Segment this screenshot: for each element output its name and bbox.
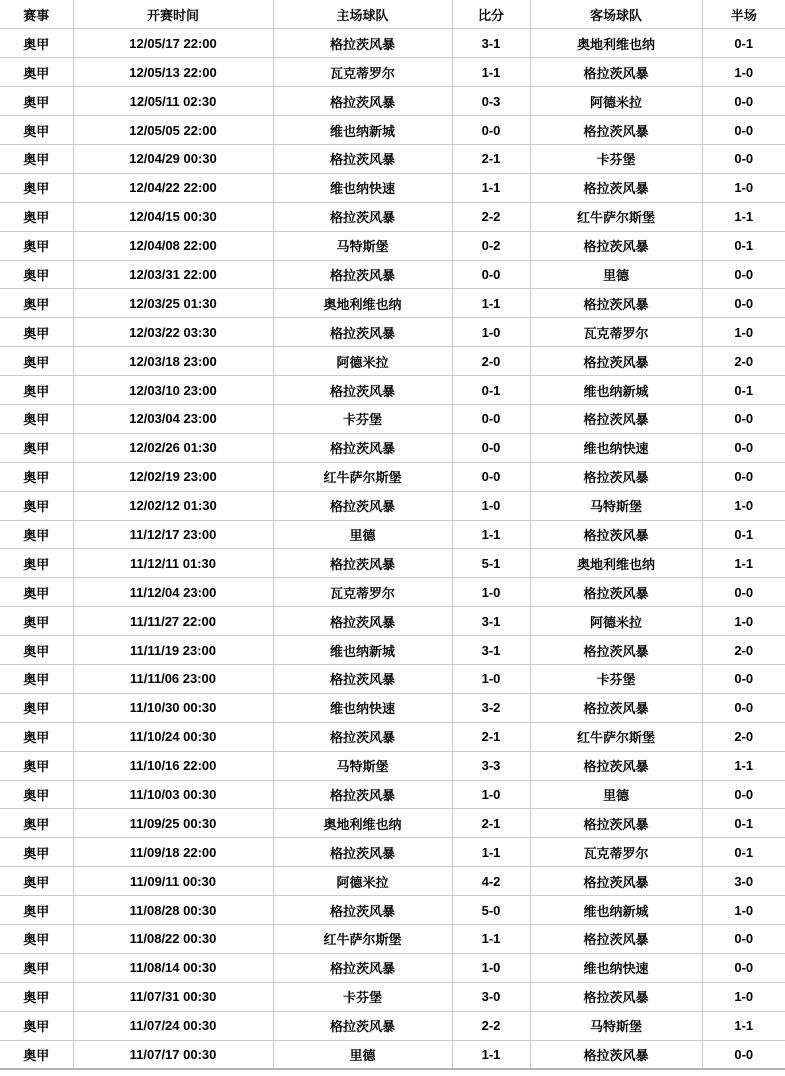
cell-away-team: 里德 bbox=[530, 780, 702, 809]
cell-away-team: 瓦克蒂罗尔 bbox=[530, 838, 702, 867]
cell-away-team: 维也纳新城 bbox=[530, 896, 702, 925]
cell-halftime: 2-0 bbox=[702, 722, 785, 751]
cell-kickoff-time: 12/05/17 22:00 bbox=[73, 29, 273, 58]
cell-halftime: 0-0 bbox=[702, 953, 785, 982]
cell-league: 奥甲 bbox=[0, 173, 73, 202]
cell-home-team: 里德 bbox=[273, 520, 452, 549]
match-row bbox=[0, 693, 785, 722]
cell-halftime: 0-0 bbox=[702, 87, 785, 116]
cell-kickoff-time: 11/11/19 23:00 bbox=[73, 636, 273, 665]
cell-kickoff-time: 11/09/11 00:30 bbox=[73, 867, 273, 896]
cell-away-team: 格拉茨风暴 bbox=[530, 925, 702, 954]
cell-halftime: 0-1 bbox=[702, 29, 785, 58]
cell-league: 奥甲 bbox=[0, 231, 73, 260]
cell-away-team: 红牛萨尔斯堡 bbox=[530, 722, 702, 751]
cell-home-team: 格拉茨风暴 bbox=[273, 607, 452, 636]
cell-away-team: 格拉茨风暴 bbox=[530, 462, 702, 491]
match-row bbox=[0, 347, 785, 376]
cell-league: 奥甲 bbox=[0, 722, 73, 751]
cell-halftime: 1-1 bbox=[702, 751, 785, 780]
cell-home-team: 马特斯堡 bbox=[273, 751, 452, 780]
cell-kickoff-time: 12/03/04 23:00 bbox=[73, 404, 273, 433]
cell-score: 0-1 bbox=[452, 376, 530, 405]
cell-score: 3-3 bbox=[452, 751, 530, 780]
cell-halftime: 1-1 bbox=[702, 1011, 785, 1040]
cell-score: 1-1 bbox=[452, 58, 530, 87]
cell-away-team: 格拉茨风暴 bbox=[530, 173, 702, 202]
cell-home-team: 格拉茨风暴 bbox=[273, 29, 452, 58]
cell-halftime: 0-1 bbox=[702, 838, 785, 867]
cell-away-team: 格拉茨风暴 bbox=[530, 751, 702, 780]
cell-league: 奥甲 bbox=[0, 347, 73, 376]
cell-home-team: 维也纳新城 bbox=[273, 116, 452, 145]
match-row bbox=[0, 289, 785, 318]
cell-away-team: 格拉茨风暴 bbox=[530, 809, 702, 838]
cell-league: 奥甲 bbox=[0, 433, 73, 462]
cell-kickoff-time: 11/09/25 00:30 bbox=[73, 809, 273, 838]
cell-away-team: 格拉茨风暴 bbox=[530, 404, 702, 433]
cell-kickoff-time: 11/07/24 00:30 bbox=[73, 1011, 273, 1040]
cell-away-team: 红牛萨尔斯堡 bbox=[530, 202, 702, 231]
cell-away-team: 马特斯堡 bbox=[530, 1011, 702, 1040]
cell-league: 奥甲 bbox=[0, 87, 73, 116]
cell-score: 1-0 bbox=[452, 491, 530, 520]
cell-kickoff-time: 12/02/12 01:30 bbox=[73, 491, 273, 520]
cell-kickoff-time: 11/12/04 23:00 bbox=[73, 578, 273, 607]
cell-kickoff-time: 11/11/27 22:00 bbox=[73, 607, 273, 636]
cell-home-team: 阿德米拉 bbox=[273, 347, 452, 376]
cell-away-team: 格拉茨风暴 bbox=[530, 982, 702, 1011]
cell-league: 奥甲 bbox=[0, 491, 73, 520]
cell-away-team: 卡芬堡 bbox=[530, 144, 702, 173]
cell-halftime: 0-0 bbox=[702, 925, 785, 954]
cell-league: 奥甲 bbox=[0, 838, 73, 867]
cell-kickoff-time: 12/05/11 02:30 bbox=[73, 87, 273, 116]
cell-home-team: 格拉茨风暴 bbox=[273, 433, 452, 462]
cell-home-team: 瓦克蒂罗尔 bbox=[273, 58, 452, 87]
cell-score: 1-0 bbox=[452, 953, 530, 982]
col-header-kickoff-time: 开赛时间 bbox=[73, 0, 273, 29]
cell-away-team: 格拉茨风暴 bbox=[530, 347, 702, 376]
cell-league: 奥甲 bbox=[0, 404, 73, 433]
cell-halftime: 0-0 bbox=[702, 404, 785, 433]
cell-score: 1-1 bbox=[452, 1040, 530, 1069]
cell-score: 1-0 bbox=[452, 578, 530, 607]
match-row bbox=[0, 578, 785, 607]
cell-kickoff-time: 11/08/14 00:30 bbox=[73, 953, 273, 982]
match-row bbox=[0, 87, 785, 116]
cell-league: 奥甲 bbox=[0, 289, 73, 318]
cell-home-team: 格拉茨风暴 bbox=[273, 260, 452, 289]
cell-away-team: 维也纳快速 bbox=[530, 433, 702, 462]
cell-away-team: 格拉茨风暴 bbox=[530, 867, 702, 896]
cell-score: 1-0 bbox=[452, 664, 530, 693]
cell-score: 3-0 bbox=[452, 982, 530, 1011]
cell-halftime: 3-0 bbox=[702, 867, 785, 896]
cell-away-team: 维也纳新城 bbox=[530, 376, 702, 405]
match-row bbox=[0, 838, 785, 867]
cell-kickoff-time: 12/05/13 22:00 bbox=[73, 58, 273, 87]
cell-halftime: 1-0 bbox=[702, 173, 785, 202]
cell-league: 奥甲 bbox=[0, 578, 73, 607]
cell-home-team: 格拉茨风暴 bbox=[273, 491, 452, 520]
cell-home-team: 格拉茨风暴 bbox=[273, 838, 452, 867]
cell-away-team: 格拉茨风暴 bbox=[530, 289, 702, 318]
cell-halftime: 1-0 bbox=[702, 896, 785, 925]
cell-halftime: 0-0 bbox=[702, 1040, 785, 1069]
cell-kickoff-time: 12/02/19 23:00 bbox=[73, 462, 273, 491]
match-row bbox=[0, 925, 785, 954]
cell-halftime: 0-0 bbox=[702, 116, 785, 145]
cell-league: 奥甲 bbox=[0, 1040, 73, 1069]
cell-away-team: 格拉茨风暴 bbox=[530, 636, 702, 665]
cell-league: 奥甲 bbox=[0, 953, 73, 982]
cell-halftime: 0-0 bbox=[702, 693, 785, 722]
cell-home-team: 格拉茨风暴 bbox=[273, 780, 452, 809]
cell-kickoff-time: 11/08/28 00:30 bbox=[73, 896, 273, 925]
cell-home-team: 奥地利维也纳 bbox=[273, 809, 452, 838]
cell-league: 奥甲 bbox=[0, 260, 73, 289]
cell-halftime: 1-0 bbox=[702, 982, 785, 1011]
cell-kickoff-time: 12/04/08 22:00 bbox=[73, 231, 273, 260]
cell-away-team: 格拉茨风暴 bbox=[530, 578, 702, 607]
match-row bbox=[0, 116, 785, 145]
col-header-home-team: 主场球队 bbox=[273, 0, 452, 29]
cell-home-team: 红牛萨尔斯堡 bbox=[273, 925, 452, 954]
cell-home-team: 阿德米拉 bbox=[273, 867, 452, 896]
cell-away-team: 里德 bbox=[530, 260, 702, 289]
cell-league: 奥甲 bbox=[0, 896, 73, 925]
cell-league: 奥甲 bbox=[0, 780, 73, 809]
cell-home-team: 马特斯堡 bbox=[273, 231, 452, 260]
cell-halftime: 1-0 bbox=[702, 607, 785, 636]
cell-home-team: 格拉茨风暴 bbox=[273, 722, 452, 751]
cell-away-team: 格拉茨风暴 bbox=[530, 116, 702, 145]
match-row bbox=[0, 751, 785, 780]
cell-league: 奥甲 bbox=[0, 202, 73, 231]
cell-score: 2-0 bbox=[452, 347, 530, 376]
cell-halftime: 0-1 bbox=[702, 809, 785, 838]
cell-score: 2-2 bbox=[452, 202, 530, 231]
cell-halftime: 0-0 bbox=[702, 578, 785, 607]
cell-away-team: 阿德米拉 bbox=[530, 607, 702, 636]
cell-home-team: 格拉茨风暴 bbox=[273, 376, 452, 405]
cell-home-team: 维也纳快速 bbox=[273, 173, 452, 202]
cell-home-team: 格拉茨风暴 bbox=[273, 318, 452, 347]
cell-home-team: 卡芬堡 bbox=[273, 404, 452, 433]
cell-halftime: 0-0 bbox=[702, 144, 785, 173]
cell-league: 奥甲 bbox=[0, 116, 73, 145]
match-row bbox=[0, 607, 785, 636]
cell-league: 奥甲 bbox=[0, 462, 73, 491]
cell-away-team: 格拉茨风暴 bbox=[530, 520, 702, 549]
match-row bbox=[0, 982, 785, 1011]
cell-halftime: 2-0 bbox=[702, 347, 785, 376]
cell-score: 1-1 bbox=[452, 289, 530, 318]
cell-home-team: 卡芬堡 bbox=[273, 982, 452, 1011]
cell-home-team: 红牛萨尔斯堡 bbox=[273, 462, 452, 491]
cell-kickoff-time: 11/08/22 00:30 bbox=[73, 925, 273, 954]
cell-kickoff-time: 12/03/22 03:30 bbox=[73, 318, 273, 347]
cell-score: 3-1 bbox=[452, 636, 530, 665]
match-row bbox=[0, 462, 785, 491]
cell-halftime: 0-1 bbox=[702, 376, 785, 405]
cell-away-team: 维也纳快速 bbox=[530, 953, 702, 982]
cell-score: 1-1 bbox=[452, 925, 530, 954]
match-row bbox=[0, 867, 785, 896]
match-row bbox=[0, 722, 785, 751]
cell-home-team: 格拉茨风暴 bbox=[273, 896, 452, 925]
cell-halftime: 2-0 bbox=[702, 636, 785, 665]
cell-score: 3-1 bbox=[452, 607, 530, 636]
col-header-away-team: 客场球队 bbox=[530, 0, 702, 29]
cell-league: 奥甲 bbox=[0, 318, 73, 347]
cell-score: 0-0 bbox=[452, 462, 530, 491]
cell-league: 奥甲 bbox=[0, 664, 73, 693]
cell-away-team: 奥地利维也纳 bbox=[530, 549, 702, 578]
cell-away-team: 格拉茨风暴 bbox=[530, 231, 702, 260]
cell-kickoff-time: 11/07/17 00:30 bbox=[73, 1040, 273, 1069]
match-row bbox=[0, 29, 785, 58]
cell-kickoff-time: 12/05/05 22:00 bbox=[73, 116, 273, 145]
cell-home-team: 维也纳快速 bbox=[273, 693, 452, 722]
cell-score: 1-1 bbox=[452, 173, 530, 202]
match-row bbox=[0, 58, 785, 87]
cell-league: 奥甲 bbox=[0, 549, 73, 578]
cell-home-team: 里德 bbox=[273, 1040, 452, 1069]
match-row bbox=[0, 664, 785, 693]
match-row bbox=[0, 433, 785, 462]
cell-kickoff-time: 12/03/31 22:00 bbox=[73, 260, 273, 289]
col-header-halftime: 半场 bbox=[702, 0, 785, 29]
match-row bbox=[0, 144, 785, 173]
cell-kickoff-time: 11/10/03 00:30 bbox=[73, 780, 273, 809]
cell-score: 0-0 bbox=[452, 116, 530, 145]
cell-kickoff-time: 11/10/16 22:00 bbox=[73, 751, 273, 780]
match-row bbox=[0, 231, 785, 260]
cell-score: 0-0 bbox=[452, 260, 530, 289]
cell-halftime: 0-0 bbox=[702, 664, 785, 693]
cell-league: 奥甲 bbox=[0, 58, 73, 87]
cell-kickoff-time: 11/09/18 22:00 bbox=[73, 838, 273, 867]
cell-home-team: 格拉茨风暴 bbox=[273, 144, 452, 173]
cell-home-team: 奥地利维也纳 bbox=[273, 289, 452, 318]
table-header-row bbox=[0, 0, 785, 29]
cell-league: 奥甲 bbox=[0, 636, 73, 665]
cell-score: 2-1 bbox=[452, 809, 530, 838]
cell-league: 奥甲 bbox=[0, 29, 73, 58]
cell-score: 5-1 bbox=[452, 549, 530, 578]
cell-home-team: 格拉茨风暴 bbox=[273, 953, 452, 982]
cell-kickoff-time: 11/10/30 00:30 bbox=[73, 693, 273, 722]
cell-score: 1-0 bbox=[452, 318, 530, 347]
match-row bbox=[0, 1040, 785, 1069]
match-row bbox=[0, 953, 785, 982]
cell-league: 奥甲 bbox=[0, 1011, 73, 1040]
cell-kickoff-time: 12/03/10 23:00 bbox=[73, 376, 273, 405]
col-header-league: 赛事 bbox=[0, 0, 73, 29]
match-row bbox=[0, 809, 785, 838]
cell-league: 奥甲 bbox=[0, 144, 73, 173]
col-header-score: 比分 bbox=[452, 0, 530, 29]
cell-away-team: 瓦克蒂罗尔 bbox=[530, 318, 702, 347]
cell-halftime: 1-1 bbox=[702, 549, 785, 578]
cell-home-team: 格拉茨风暴 bbox=[273, 87, 452, 116]
cell-halftime: 0-0 bbox=[702, 433, 785, 462]
match-row bbox=[0, 491, 785, 520]
table-body bbox=[0, 29, 785, 1069]
match-row bbox=[0, 780, 785, 809]
cell-kickoff-time: 12/04/22 22:00 bbox=[73, 173, 273, 202]
match-row bbox=[0, 520, 785, 549]
cell-score: 0-0 bbox=[452, 404, 530, 433]
cell-score: 3-1 bbox=[452, 29, 530, 58]
cell-halftime: 0-0 bbox=[702, 462, 785, 491]
cell-kickoff-time: 12/02/26 01:30 bbox=[73, 433, 273, 462]
cell-league: 奥甲 bbox=[0, 809, 73, 838]
cell-score: 2-1 bbox=[452, 144, 530, 173]
cell-away-team: 格拉茨风暴 bbox=[530, 1040, 702, 1069]
cell-away-team: 马特斯堡 bbox=[530, 491, 702, 520]
match-row bbox=[0, 260, 785, 289]
cell-score: 0-0 bbox=[452, 433, 530, 462]
match-row bbox=[0, 896, 785, 925]
cell-league: 奥甲 bbox=[0, 693, 73, 722]
cell-halftime: 0-1 bbox=[702, 231, 785, 260]
cell-league: 奥甲 bbox=[0, 607, 73, 636]
cell-score: 2-2 bbox=[452, 1011, 530, 1040]
cell-score: 1-1 bbox=[452, 520, 530, 549]
cell-home-team: 格拉茨风暴 bbox=[273, 202, 452, 231]
cell-away-team: 格拉茨风暴 bbox=[530, 58, 702, 87]
cell-score: 2-1 bbox=[452, 722, 530, 751]
cell-league: 奥甲 bbox=[0, 925, 73, 954]
cell-home-team: 维也纳新城 bbox=[273, 636, 452, 665]
cell-halftime: 0-0 bbox=[702, 260, 785, 289]
cell-home-team: 格拉茨风暴 bbox=[273, 549, 452, 578]
cell-league: 奥甲 bbox=[0, 376, 73, 405]
cell-home-team: 格拉茨风暴 bbox=[273, 1011, 452, 1040]
match-row bbox=[0, 636, 785, 665]
match-row bbox=[0, 549, 785, 578]
cell-halftime: 1-0 bbox=[702, 491, 785, 520]
cell-score: 5-0 bbox=[452, 896, 530, 925]
match-row bbox=[0, 376, 785, 405]
match-row bbox=[0, 202, 785, 231]
cell-league: 奥甲 bbox=[0, 867, 73, 896]
cell-score: 0-3 bbox=[452, 87, 530, 116]
cell-kickoff-time: 11/11/06 23:00 bbox=[73, 664, 273, 693]
cell-kickoff-time: 12/04/29 00:30 bbox=[73, 144, 273, 173]
cell-away-team: 格拉茨风暴 bbox=[530, 693, 702, 722]
cell-score: 3-2 bbox=[452, 693, 530, 722]
match-row bbox=[0, 318, 785, 347]
cell-away-team: 阿德米拉 bbox=[530, 87, 702, 116]
cell-league: 奥甲 bbox=[0, 751, 73, 780]
cell-league: 奥甲 bbox=[0, 520, 73, 549]
cell-kickoff-time: 11/07/31 00:30 bbox=[73, 982, 273, 1011]
cell-score: 1-0 bbox=[452, 780, 530, 809]
cell-away-team: 卡芬堡 bbox=[530, 664, 702, 693]
cell-kickoff-time: 11/12/11 01:30 bbox=[73, 549, 273, 578]
cell-kickoff-time: 11/12/17 23:00 bbox=[73, 520, 273, 549]
cell-kickoff-time: 12/03/18 23:00 bbox=[73, 347, 273, 376]
cell-halftime: 1-1 bbox=[702, 202, 785, 231]
cell-halftime: 1-0 bbox=[702, 318, 785, 347]
cell-halftime: 0-0 bbox=[702, 780, 785, 809]
match-row bbox=[0, 173, 785, 202]
cell-kickoff-time: 11/10/24 00:30 bbox=[73, 722, 273, 751]
match-row bbox=[0, 404, 785, 433]
cell-score: 0-2 bbox=[452, 231, 530, 260]
match-row bbox=[0, 1011, 785, 1040]
cell-home-team: 瓦克蒂罗尔 bbox=[273, 578, 452, 607]
cell-kickoff-time: 12/04/15 00:30 bbox=[73, 202, 273, 231]
cell-home-team: 格拉茨风暴 bbox=[273, 664, 452, 693]
cell-score: 1-1 bbox=[452, 838, 530, 867]
cell-halftime: 0-0 bbox=[702, 289, 785, 318]
cell-halftime: 0-1 bbox=[702, 520, 785, 549]
cell-away-team: 奥地利维也纳 bbox=[530, 29, 702, 58]
cell-halftime: 1-0 bbox=[702, 58, 785, 87]
cell-score: 4-2 bbox=[452, 867, 530, 896]
cell-kickoff-time: 12/03/25 01:30 bbox=[73, 289, 273, 318]
cell-league: 奥甲 bbox=[0, 982, 73, 1011]
